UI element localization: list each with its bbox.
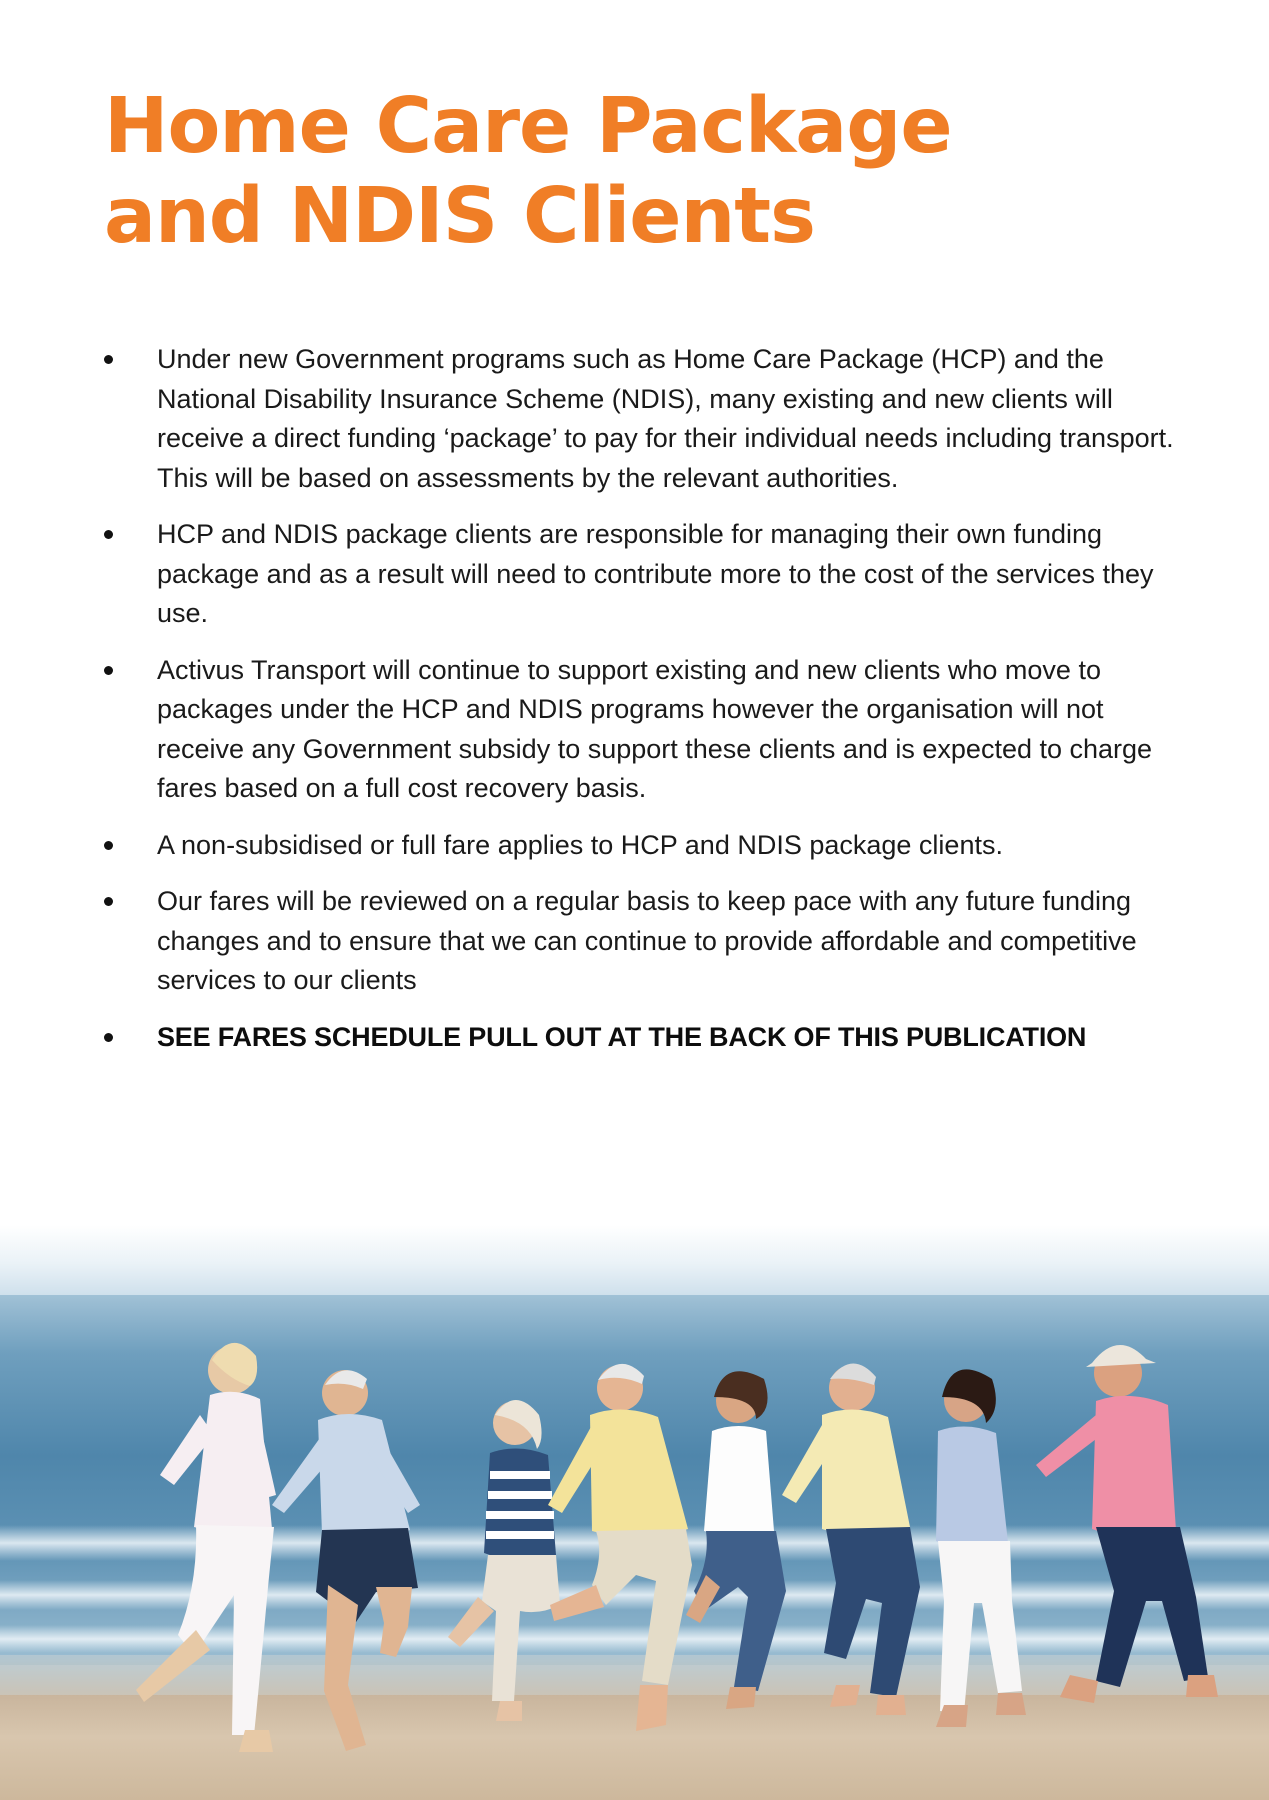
bullet-item-fares-schedule: [96, 1018, 1186, 1058]
beach-photo: [0, 1225, 1269, 1800]
person-figure: [686, 1371, 786, 1709]
bullet-list: [96, 340, 1186, 1074]
bullet-item-responsibility: [96, 515, 1186, 634]
page-title-line-2: and NDIS Clients: [104, 172, 815, 261]
bullet-icon: [104, 530, 113, 539]
bullet-text: Our fares will be reviewed on a regular basis to keep pace with any future funding changes and to ensure that we can continue to provide affordable and competitive services to our clients: [157, 886, 1137, 995]
bullet-icon: [104, 355, 113, 364]
bullet-item-funding-package: [96, 340, 1186, 498]
person-figure: [448, 1400, 560, 1721]
bullet-text: A non-subsidised or full fare applies to HCP and NDIS package clients.: [157, 829, 1003, 860]
bullet-item-support: [96, 651, 1186, 809]
person-figure: [1036, 1345, 1218, 1703]
bullet-icon: [104, 897, 113, 906]
person-figure: [272, 1370, 420, 1751]
bullet-icon: [104, 841, 113, 850]
person-figure: [136, 1343, 276, 1752]
bullet-item-fare-review: [96, 882, 1186, 1001]
bullet-item-full-fare: [96, 826, 1186, 866]
person-figure: [548, 1364, 692, 1731]
person-figure: [936, 1369, 1026, 1727]
bullet-text: Under new Government programs such as Home Care Package (HCP) and the National Disability Insurance Scheme (NDIS), many existing and new clients will receive a direct funding ‘package’ to pay for their individual needs including transport. This will be based on assessments by the relevant authorities.: [157, 344, 1174, 493]
bullet-text: HCP and NDIS package clients are responsible for managing their own funding package and as a result will need to contribute more to the cost of the services they use.: [157, 519, 1154, 628]
bullet-icon: [104, 1033, 113, 1042]
bullet-icon: [104, 666, 113, 675]
bullet-text: SEE FARES SCHEDULE PULL OUT AT THE BACK OF THIS PUBLICATION: [157, 1021, 1087, 1052]
bullet-text: Activus Transport will continue to support existing and new clients who move to packages under the HCP and NDIS programs however the organisation will not receive any Government subsidy to support these clients and is expected to charge fares based on a full cost recovery basis.: [157, 654, 1153, 803]
person-figure: [782, 1363, 920, 1715]
page-title-line-1: Home Care Package: [104, 82, 952, 171]
page-title: [104, 82, 1184, 262]
dancing-people-illustration: [0, 1225, 1269, 1800]
